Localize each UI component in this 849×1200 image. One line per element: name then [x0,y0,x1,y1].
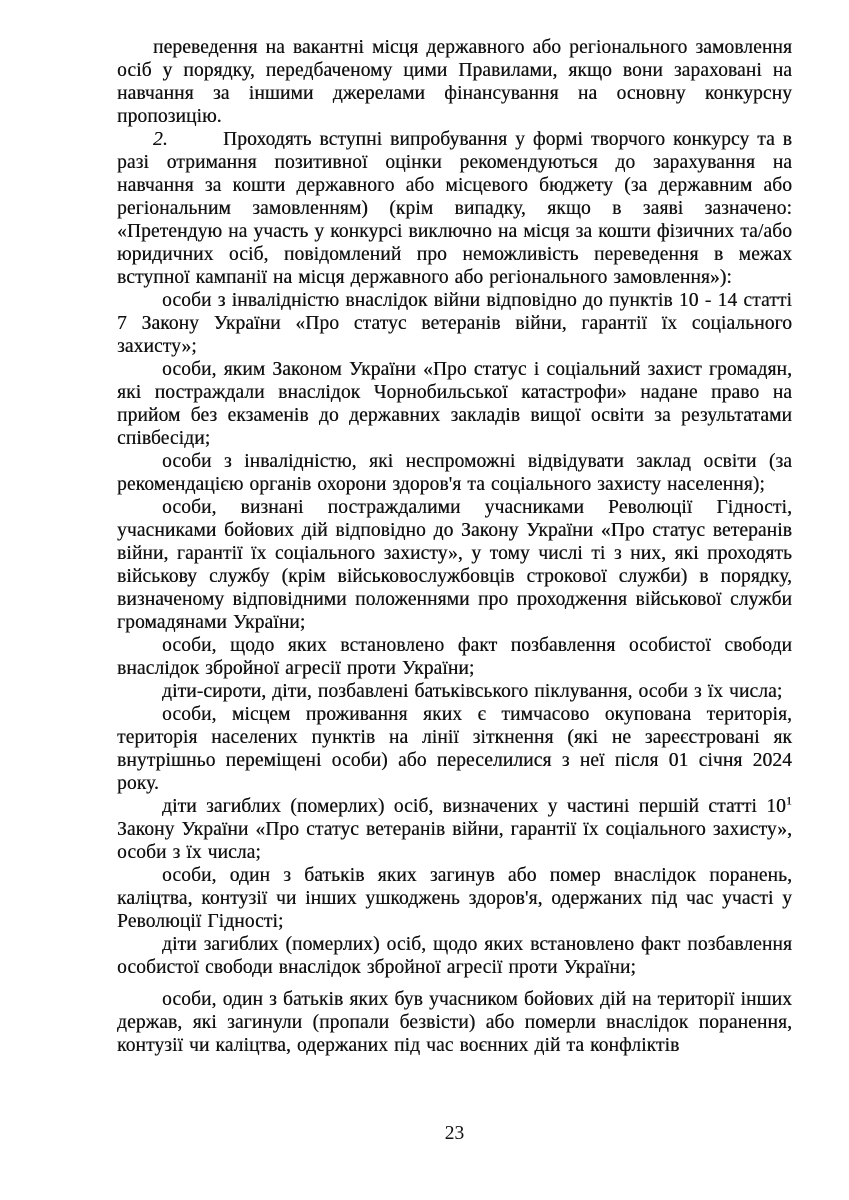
page-number: 23 [444,1123,465,1144]
paragraph-text: особи, визнані постраждалими учасниками Революції Гідності, учасниками бойових дій відповідно до Закону України «Про статус ветеранів війни, гарантії їх соціального захисту», у тому числі ті з них, які проходять військову службу (крім військовослужбовців строкової служби) в порядку, визначеному відповідними положеннями про проходження військової служби громадянами України; [117,497,792,633]
paragraph-text: особи, один з батьків яких загинув або помер внаслідок поранень, каліцтва, контузії чи інших ушкоджень здоров'я, одержаних під час участі у Революції Гідності; [117,865,792,932]
paragraph [117,36,792,128]
paragraph [117,933,792,979]
paragraph-text: особи, місцем проживання яких є тимчасово окупована територія, територія населених пунктів на лінії зіткнення (які не зареєстровані як внутрішньо переміщені особи) або переселилися з неї після 01 січня 2024 року. [117,704,792,794]
paragraph [117,496,792,634]
paragraph-text: діти-сироти, діти, позбавлені батьківського піклування, особи з їх числа; [162,681,783,702]
paragraph-text: Проходять вступні випробування у формі творчого конкурсу та в разі отримання позитивної оцінки рекомендуються до зарахування на навчання за кошти державного або місцевого бюджету (за державним або регіональним замовленням) (крім випадку, якщо в заяві зазначено: «Претендую на участь у конкурсі виключно на місця за кошти фізичних та/або юридичних осіб, повідомлений про неможливість переведення в межах вступної кампанії на місця державного або регіонального замовлення»): [117,129,792,288]
paragraph-text: особи з інвалідністю, які неспроможні відвідувати заклад освіти (за рекомендацією органів охорони здоров'я та соціального захисту населення); [117,451,792,495]
paragraph-text: особи, щодо яких встановлено факт позбавлення особистої свободи внаслідок збройної агресії проти України; [117,635,792,679]
superscript-reference: 1 [785,793,792,808]
paragraph [117,864,792,933]
paragraph-text: особи, один з батьків яких був учасником бойових дій на території інших держав, які загинули (пропали безвісти) або померли внаслідок поранення, контузії чи каліцтва, одержаних під час воєнних дій та конфліктів [117,989,792,1056]
paragraph-text: особи, яким Законом України «Про статус і соціальний захист громадян, які постраждали внаслідок Чорнобильської катастрофи» надане право на прийом без екзаменів до державних закладів вищої освіти за результатами співбесіди; [117,359,792,449]
document-body [117,36,792,1057]
paragraph [117,703,792,795]
paragraph-text: Закону України «Про статус ветеранів війни, гарантії їх соціального захисту», особи з їх числа; [117,819,792,863]
paragraph [117,450,792,496]
paragraph-text: діти загиблих (померлих) осіб, щодо яких встановлено факт позбавлення особистої свободи внаслідок збройної агресії проти України; [117,934,792,978]
paragraph [117,358,792,450]
paragraph [117,289,792,358]
paragraph-text: діти загиблих (померлих) осіб, визначених у частині першій статті 10 [162,796,786,817]
page-footer [117,1122,792,1145]
paragraph [117,795,792,864]
paragraph [117,634,792,680]
paragraph [117,680,792,703]
paragraph [117,128,792,289]
paragraph-number: 2. [153,129,168,150]
paragraph [117,988,792,1057]
paragraph-text: особи з інвалідністю внаслідок війни відповідно до пунктів 10 - 14 статті 7 Закону України «Про статус ветеранів війни, гарантії їх соціального захисту»; [117,290,792,357]
paragraph-text: переведення на вакантні місця державного або регіонального замовлення осіб у порядку, передбаченому цими Правилами, якщо вони зараховані на навчання за іншими джерелами фінансування на основну конкурсну пропозицію. [117,37,792,127]
